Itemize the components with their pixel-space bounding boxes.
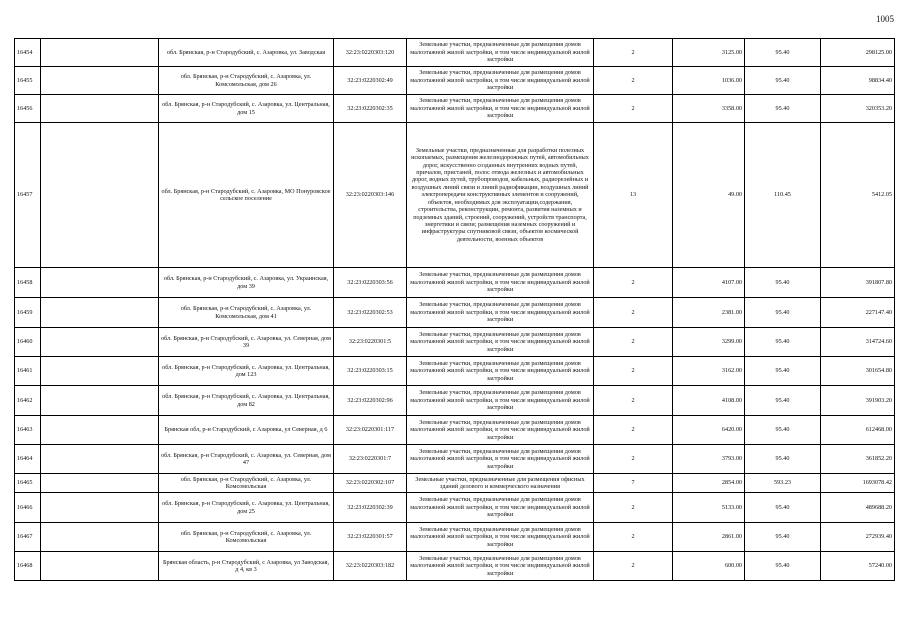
rate-cell: 593.23 — [745, 474, 821, 493]
rate-cell: 95.40 — [745, 445, 821, 474]
page-number: 1005 — [876, 14, 894, 24]
cadastral-value-cell: 489688.20 — [821, 493, 895, 523]
cadastral-number-cell: 32:23:0220303:182 — [334, 552, 407, 581]
table-row — [15, 474, 895, 493]
row-id-cell: 16463 — [15, 416, 41, 445]
cadastral-value-cell: 5412.05 — [821, 123, 895, 268]
cadastral-number-cell: 32:23:0220302:35 — [334, 95, 407, 123]
cadastral-number-cell: 32:23:0220303:146 — [334, 123, 407, 268]
cadastral-value-cell: 612468.00 — [821, 416, 895, 445]
spacer-cell — [41, 67, 159, 95]
area-cell: 4107.00 — [673, 268, 745, 298]
group-cell: 2 — [594, 328, 673, 357]
area-cell: 4108.00 — [673, 386, 745, 416]
rate-cell: 95.40 — [745, 328, 821, 357]
land-use-cell: Земельные участки, предназначенные для размещения офисных зданий делового и коммерческого назначения — [407, 474, 594, 493]
rate-cell: 95.40 — [745, 552, 821, 581]
cadastral-number-cell: 32:23:0220302:107 — [334, 474, 407, 493]
cadastral-value-cell: 361852.20 — [821, 445, 895, 474]
cadastral-value-cell: 1693078.42 — [821, 474, 895, 493]
land-registry-table — [14, 38, 895, 581]
group-cell: 13 — [594, 123, 673, 268]
area-cell: 1036.00 — [673, 67, 745, 95]
spacer-cell — [41, 416, 159, 445]
row-id-cell: 16454 — [15, 39, 41, 67]
address-cell: обл. Брянская, р-н Стародубский, с. Азаровка, ул. Комсомольская — [159, 474, 334, 493]
area-cell: 5133.00 — [673, 493, 745, 523]
land-use-cell: Земельные участки, предназначенные для размещения домов малоэтажной жилой застройки, в том числе индивидуальной жилой застройки — [407, 328, 594, 357]
group-cell: 7 — [594, 474, 673, 493]
rate-cell: 95.40 — [745, 523, 821, 552]
cadastral-number-cell: 32:23:0220302:53 — [334, 298, 407, 328]
address-cell: Брянская область, р-н Стародубский, с Азаровка, ул Заводская, д 4, кв 3 — [159, 552, 334, 581]
table-row — [15, 298, 895, 328]
row-id-cell: 16460 — [15, 328, 41, 357]
spacer-cell — [41, 268, 159, 298]
group-cell: 2 — [594, 445, 673, 474]
row-id-cell: 16464 — [15, 445, 41, 474]
land-use-cell: Земельные участки, предназначенные для размещения домов малоэтажной жилой застройки, в том числе индивидуальной жилой застройки — [407, 95, 594, 123]
group-cell: 2 — [594, 552, 673, 581]
cadastral-value-cell: 301654.80 — [821, 357, 895, 386]
spacer-cell — [41, 386, 159, 416]
cadastral-number-cell: 32:23:0220302:39 — [334, 493, 407, 523]
area-cell: 2861.00 — [673, 523, 745, 552]
spacer-cell — [41, 39, 159, 67]
group-cell: 2 — [594, 39, 673, 67]
table-row — [15, 123, 895, 268]
cadastral-number-cell: 32:23:0220301:57 — [334, 523, 407, 552]
address-cell: обл. Брянская, р-н Стародубский, с. Азаровка, ул. Северная, дом 39 — [159, 328, 334, 357]
table-row — [15, 328, 895, 357]
land-use-cell: Земельные участки, предназначенные для разработки полезных ископаемых, размещения железнодорожных путей, автомобильных дорог, искусственно созданных внутренних водных путей, причалов, пристаней, полос отвода железных и автомобильных дорог, водных путей, трубопроводов, кабельных, радиорелейных и воздушных линий связи и линий радиофикации, воздушных линий электропередачи конструктивных элементов и сооружений, объектов, необходимых для эксплуатации,содержания, строительства, реконструкции, ремонта, развития наземных и подземных зданий, строений, сооружений, устройств транспорта, энергетики и связи; размещения наземных сооружений и инфраструктуры спутниковой связи, объектов космической деятельности, военных объектов — [407, 123, 594, 268]
group-cell: 2 — [594, 386, 673, 416]
rate-cell: 95.40 — [745, 357, 821, 386]
land-use-cell: Земельные участки, предназначенные для размещения домов малоэтажной жилой застройки, в том числе индивидуальной жилой застройки — [407, 67, 594, 95]
area-cell: 3125.00 — [673, 39, 745, 67]
group-cell: 2 — [594, 95, 673, 123]
address-cell: обл. Брянская, р-н Стародубский, с. Азаровка, ул. Украинская, дом 39 — [159, 268, 334, 298]
table-body — [15, 39, 895, 581]
rate-cell: 95.40 — [745, 39, 821, 67]
table-row — [15, 523, 895, 552]
land-use-cell: Земельные участки, предназначенные для размещения домов малоэтажной жилой застройки, в том числе индивидуальной жилой застройки — [407, 493, 594, 523]
rate-cell: 110.45 — [745, 123, 821, 268]
table-row — [15, 445, 895, 474]
cadastral-number-cell: 32:23:0220303:56 — [334, 268, 407, 298]
area-cell: 3299.00 — [673, 328, 745, 357]
land-use-cell: Земельные участки, предназначенные для размещения домов малоэтажной жилой застройки, в том числе индивидуальной жилой застройки — [407, 416, 594, 445]
spacer-cell — [41, 474, 159, 493]
land-use-cell: Земельные участки, предназначенные для размещения домов малоэтажной жилой застройки, в том числе индивидуальной жилой застройки — [407, 523, 594, 552]
spacer-cell — [41, 552, 159, 581]
land-use-cell: Земельные участки, предназначенные для размещения домов малоэтажной жилой застройки, в том числе индивидуальной жилой застройки — [407, 298, 594, 328]
rate-cell: 95.40 — [745, 386, 821, 416]
land-use-cell: Земельные участки, предназначенные для размещения домов малоэтажной жилой застройки, в том числе индивидуальной жилой застройки — [407, 386, 594, 416]
cadastral-value-cell: 320353.20 — [821, 95, 895, 123]
group-cell: 2 — [594, 268, 673, 298]
row-id-cell: 16458 — [15, 268, 41, 298]
cadastral-number-cell: 32:23:0220303:15 — [334, 357, 407, 386]
land-use-cell: Земельные участки, предназначенные для размещения домов малоэтажной жилой застройки, в том числе индивидуальной жилой застройки — [407, 39, 594, 67]
table-row — [15, 493, 895, 523]
address-cell: обл. Брянская, р-н Стародубский, с. Азаровка, ул. Комсомольская, дом 41 — [159, 298, 334, 328]
area-cell: 2381.00 — [673, 298, 745, 328]
table-row — [15, 552, 895, 581]
group-cell: 2 — [594, 493, 673, 523]
row-id-cell: 16455 — [15, 67, 41, 95]
rate-cell: 95.40 — [745, 416, 821, 445]
cadastral-number-cell: 32:23:0220302:49 — [334, 67, 407, 95]
table-row — [15, 416, 895, 445]
table-row — [15, 39, 895, 67]
spacer-cell — [41, 123, 159, 268]
land-use-cell: Земельные участки, предназначенные для размещения домов малоэтажной жилой застройки, в том числе индивидуальной жилой застройки — [407, 357, 594, 386]
cadastral-number-cell: 32:23:0220303:120 — [334, 39, 407, 67]
table-row — [15, 386, 895, 416]
row-id-cell: 16462 — [15, 386, 41, 416]
address-cell: обл. Брянская, р-н Стародубский, с. Азаровка, МО Понуровское сельское поселение — [159, 123, 334, 268]
cadastral-number-cell: 32:23:0220301:5 — [334, 328, 407, 357]
area-cell: 2854.00 — [673, 474, 745, 493]
area-cell: 49.00 — [673, 123, 745, 268]
spacer-cell — [41, 445, 159, 474]
area-cell: 6420.00 — [673, 416, 745, 445]
address-cell: обл. Брянская, р-н Стародубский, с. Азаровка, ул. Комсомольская — [159, 523, 334, 552]
cadastral-value-cell: 391903.20 — [821, 386, 895, 416]
address-cell: обл. Брянская, р-н Стародубский, с. Азаровка, ул. Заводская — [159, 39, 334, 67]
land-use-cell: Земельные участки, предназначенные для размещения домов малоэтажной жилой застройки, в том числе индивидуальной жилой застройки — [407, 268, 594, 298]
spacer-cell — [41, 523, 159, 552]
address-cell: обл. Брянская, р-н Стародубский, с. Азаровка, ул. Центральная, дом 82 — [159, 386, 334, 416]
row-id-cell: 16466 — [15, 493, 41, 523]
land-use-cell: Земельные участки, предназначенные для размещения домов малоэтажной жилой застройки, в том числе индивидуальной жилой застройки — [407, 552, 594, 581]
row-id-cell: 16467 — [15, 523, 41, 552]
rate-cell: 95.40 — [745, 268, 821, 298]
area-cell: 600.00 — [673, 552, 745, 581]
group-cell: 2 — [594, 416, 673, 445]
address-cell: обл. Брянская, р-н Стародубский, с. Азаровка, ул. Центральная, дом 123 — [159, 357, 334, 386]
table-row — [15, 268, 895, 298]
row-id-cell: 16459 — [15, 298, 41, 328]
group-cell: 2 — [594, 357, 673, 386]
table-row — [15, 67, 895, 95]
spacer-cell — [41, 95, 159, 123]
row-id-cell: 16461 — [15, 357, 41, 386]
address-cell: обл. Брянская, р-н Стародубский, с. Азаровка, ул. Северная, дом 47 — [159, 445, 334, 474]
cadastral-value-cell: 98834.40 — [821, 67, 895, 95]
spacer-cell — [41, 298, 159, 328]
rate-cell: 95.40 — [745, 95, 821, 123]
address-cell: обл. Брянская, р-н Стародубский, с. Азаровка, ул. Комсомольская, дом 26 — [159, 67, 334, 95]
land-use-cell: Земельные участки, предназначенные для размещения домов малоэтажной жилой застройки, в том числе индивидуальной жилой застройки — [407, 445, 594, 474]
cadastral-value-cell: 227147.40 — [821, 298, 895, 328]
group-cell: 2 — [594, 523, 673, 552]
spacer-cell — [41, 357, 159, 386]
cadastral-value-cell: 272939.40 — [821, 523, 895, 552]
spacer-cell — [41, 328, 159, 357]
cadastral-value-cell: 57240.00 — [821, 552, 895, 581]
table-row — [15, 95, 895, 123]
cadastral-value-cell: 391807.80 — [821, 268, 895, 298]
rate-cell: 95.40 — [745, 298, 821, 328]
row-id-cell: 16465 — [15, 474, 41, 493]
cadastral-number-cell: 32:23:0220301:117 — [334, 416, 407, 445]
area-cell: 3358.00 — [673, 95, 745, 123]
row-id-cell: 16468 — [15, 552, 41, 581]
address-cell: Брянская обл, р-н Стародубский, с Азаровка, ул Северная, д 6 — [159, 416, 334, 445]
group-cell: 2 — [594, 67, 673, 95]
area-cell: 3162.00 — [673, 357, 745, 386]
table-row — [15, 357, 895, 386]
row-id-cell: 16457 — [15, 123, 41, 268]
cadastral-number-cell: 32:23:0220302:96 — [334, 386, 407, 416]
address-cell: обл. Брянская, р-н Стародубский, с. Азаровка, ул. Центральная, дом 25 — [159, 493, 334, 523]
rate-cell: 95.40 — [745, 493, 821, 523]
group-cell: 2 — [594, 298, 673, 328]
row-id-cell: 16456 — [15, 95, 41, 123]
spacer-cell — [41, 493, 159, 523]
rate-cell: 95.40 — [745, 67, 821, 95]
cadastral-value-cell: 314724.60 — [821, 328, 895, 357]
address-cell: обл. Брянская, р-н Стародубский, с. Азаровка, ул. Центральная, дом 15 — [159, 95, 334, 123]
cadastral-number-cell: 32:23:0220301:7 — [334, 445, 407, 474]
cadastral-value-cell: 298125.00 — [821, 39, 895, 67]
area-cell: 3793.00 — [673, 445, 745, 474]
